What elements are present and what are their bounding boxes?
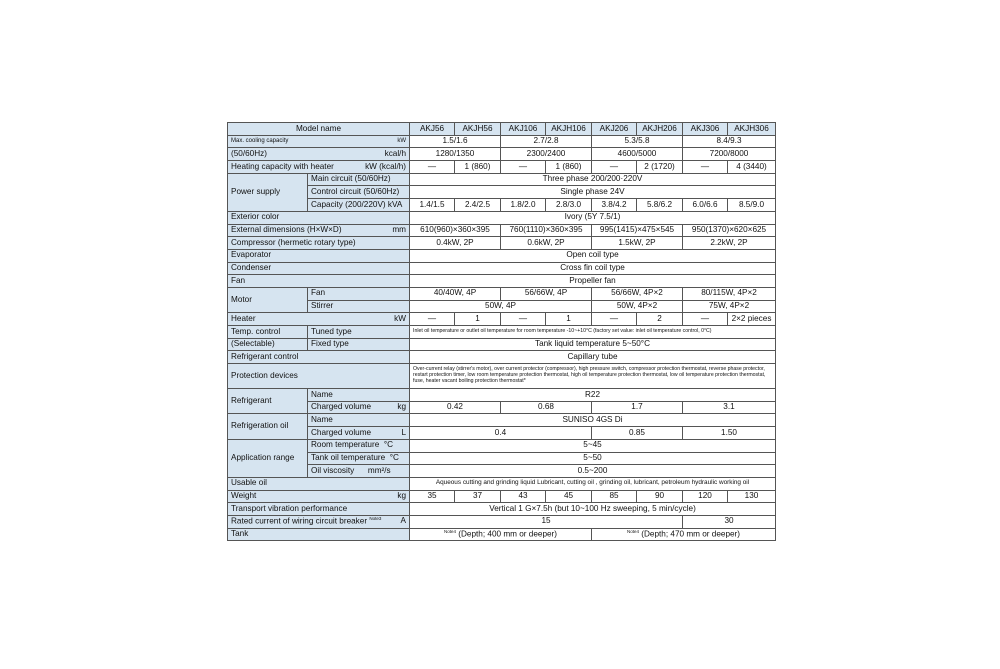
cell: 4 (3440) — [728, 161, 776, 174]
fan-label: Fan — [228, 275, 410, 288]
motor-fan-row — [228, 287, 776, 300]
cooling-kcal-row — [228, 148, 776, 161]
model-header: AKJH106 — [546, 123, 592, 136]
dimensions-row — [228, 224, 776, 237]
cell: 5.8/6.2 — [637, 199, 683, 212]
application-room-row — [228, 439, 776, 452]
control-circuit-label: Control circuit (50/60Hz) — [308, 186, 410, 199]
cell: Propeller fan — [410, 275, 776, 288]
power-capacity-row — [228, 199, 776, 212]
oil-viscosity-label: Oil viscosity mm²/s — [308, 465, 410, 478]
cell: $^{Note4}$ (Depth; 400 mm or deeper) — [410, 528, 592, 541]
main-circuit-label: Main circuit (50/60Hz) — [308, 173, 410, 186]
cell: Tank liquid temperature 5~50°C — [410, 338, 776, 351]
model-name-header: Model name — [228, 123, 410, 136]
oil-charged-label: Charged volume L — [308, 427, 410, 440]
motor-stirrer-label: Stirrer — [308, 300, 410, 313]
cell: 950(1370)×620×625 — [683, 224, 776, 237]
cell: 56/66W, 4P×2 — [592, 287, 683, 300]
cell: 3.8/4.2 — [592, 199, 637, 212]
cell: Aqueous cutting and grinding liquid Lubricant, cutting oil , grinding oil, lubricant, petroleum hydraulic working oil — [410, 477, 776, 490]
cell: 130 — [728, 490, 776, 503]
cell: 2 — [637, 313, 683, 326]
cell: 995(1415)×475×545 — [592, 224, 683, 237]
cell: 5~45 — [410, 439, 776, 452]
model-header: AKJ106 — [501, 123, 546, 136]
refrigerant-control-row — [228, 351, 776, 364]
tank-oil-temp-label: Tank oil temperature °C — [308, 452, 410, 465]
capacity-label: Capacity (200/220V) kVA — [308, 199, 410, 212]
oil-name-row — [228, 414, 776, 427]
cell: Open coil type — [410, 249, 776, 262]
cell: 2.2kW, 2P — [683, 237, 776, 250]
cell: 0.5~200 — [410, 465, 776, 478]
cell: 1280/1350 — [410, 148, 501, 161]
cell: 50W, 4P — [410, 300, 592, 313]
cell: 1.5kW, 2P — [592, 237, 683, 250]
cooling-label: Max. cooling capacity kW — [228, 135, 410, 148]
condenser-row — [228, 262, 776, 275]
cell: 1 (860) — [546, 161, 592, 174]
cell: 2.7/2.8 — [501, 135, 592, 148]
transport-row — [228, 503, 776, 516]
cell: 8.5/9.0 — [728, 199, 776, 212]
cell: 30 — [683, 515, 776, 528]
cell: Single phase 24V — [410, 186, 776, 199]
cell: 1 (860) — [455, 161, 501, 174]
fixed-type-label: Fixed type — [308, 338, 410, 351]
cell: 2.4/2.5 — [455, 199, 501, 212]
protection-row — [228, 364, 776, 389]
refrigerant-label: Refrigerant — [228, 389, 308, 414]
cell: 0.85 — [592, 427, 683, 440]
evaporator-row — [228, 249, 776, 262]
evaporator-label: Evaporator — [228, 249, 410, 262]
exterior-label: Exterior color — [228, 211, 410, 224]
cell: 0.68 — [501, 401, 592, 414]
cell: 37 — [455, 490, 501, 503]
protection-label: Protection devices — [228, 364, 410, 389]
cell: 15 — [410, 515, 683, 528]
refrigerant-charged-row — [228, 401, 776, 414]
compressor-row — [228, 237, 776, 250]
dimensions-label: External dimensions (H×W×D) mm — [228, 224, 410, 237]
cell: Three phase 200/200·220V — [410, 173, 776, 186]
specification-table — [227, 122, 776, 541]
condenser-label: Condenser — [228, 262, 410, 275]
fan-row — [228, 275, 776, 288]
oil-charged-row — [228, 427, 776, 440]
oil-name-label: Name — [308, 414, 410, 427]
cell: 1 — [455, 313, 501, 326]
usable-oil-row — [228, 477, 776, 490]
heating-label: Heating capacity with heater kW (kcal/h) — [228, 161, 410, 174]
header-row — [228, 123, 776, 136]
refrigerant-name-label: Name — [308, 389, 410, 402]
cell: — — [683, 161, 728, 174]
model-header: AKJH56 — [455, 123, 501, 136]
cell: 0.42 — [410, 401, 501, 414]
application-visc-row — [228, 465, 776, 478]
cell: 7200/8000 — [683, 148, 776, 161]
model-header: AKJ306 — [683, 123, 728, 136]
cell: Over-current relay (stirrer's motor), over current protector (compressor), high pressure switch, compressor protection thermostat, reverse phase protector, restart protection timer, low room temperature protection thermostat, high oil temperature protection thermostat, low oil temperature protection thermostat, fuse, heater vacant boiling protection thermostat* — [410, 364, 776, 389]
cell: 2.8/3.0 — [546, 199, 592, 212]
temp-fixed-row — [228, 338, 776, 351]
refrigerant-charged-label: Charged volume kg — [308, 401, 410, 414]
cell: 3.1 — [683, 401, 776, 414]
cell: — — [410, 161, 455, 174]
cell: — — [592, 161, 637, 174]
cell: — — [501, 313, 546, 326]
cell: 1.8/2.0 — [501, 199, 546, 212]
application-range-label: Application range — [228, 439, 308, 477]
tank-row — [228, 528, 776, 541]
cell: $^{Note4}$ (Depth; 470 mm or deeper) — [592, 528, 776, 541]
model-header: AKJ56 — [410, 123, 455, 136]
cell: 1.4/1.5 — [410, 199, 455, 212]
cell: 40/40W, 4P — [410, 287, 501, 300]
cell: 1 — [546, 313, 592, 326]
cell: 1.50 — [683, 427, 776, 440]
cooling-kw-row — [228, 135, 776, 148]
cell: 4600/5000 — [592, 148, 683, 161]
breaker-label: Rated current of wiring circuit breaker $^{Note3}$ A — [228, 515, 410, 528]
model-header: AKJ206 — [592, 123, 637, 136]
usable-oil-label: Usable oil — [228, 477, 410, 490]
power-supply-label: Power supply — [228, 173, 308, 211]
temp-control-label: Temp. control — [228, 326, 308, 339]
cooling-label-2: (50/60Hz) kcal/h — [228, 148, 410, 161]
cell: Inlet oil temperature or outlet oil temperature for room temperature -10~+10°C (factory set value: inlet oil temperature control, 0°C) — [410, 326, 776, 339]
application-tank-row — [228, 452, 776, 465]
refrigerant-name-row — [228, 389, 776, 402]
compressor-label: Compressor (hermetic rotary type) — [228, 237, 410, 250]
cell: Capillary tube — [410, 351, 776, 364]
model-header: AKJH206 — [637, 123, 683, 136]
cell: 2 (1720) — [637, 161, 683, 174]
cell: 56/66W, 4P — [501, 287, 592, 300]
cell: 0.6kW, 2P — [501, 237, 592, 250]
cell: 8.4/9.3 — [683, 135, 776, 148]
cell: 120 — [683, 490, 728, 503]
cell: 2×2 pieces — [728, 313, 776, 326]
cell: 35 — [410, 490, 455, 503]
cell: 1.5/1.6 — [410, 135, 501, 148]
cell: 50W, 4P×2 — [592, 300, 683, 313]
cell: — — [410, 313, 455, 326]
cell: 610(960)×360×395 — [410, 224, 501, 237]
motor-label: Motor — [228, 287, 308, 312]
refrigeration-oil-label: Refrigeration oil — [228, 414, 308, 439]
tank-label: Tank — [228, 528, 410, 541]
refrigerant-control-label: Refrigerant control — [228, 351, 410, 364]
cell: 80/115W, 4P×2 — [683, 287, 776, 300]
cell: — — [592, 313, 637, 326]
cell: Cross fin coil type — [410, 262, 776, 275]
room-temp-label: Room temperature °C — [308, 439, 410, 452]
cell: 6.0/6.6 — [683, 199, 728, 212]
exterior-row — [228, 211, 776, 224]
tuned-type-label: Tuned type — [308, 326, 410, 339]
cell: Vertical 1 G×7.5h (but 10~100 Hz sweeping, 5 min/cycle) — [410, 503, 776, 516]
cell: 2300/2400 — [501, 148, 592, 161]
model-header: AKJH306 — [728, 123, 776, 136]
temp-tuned-row — [228, 326, 776, 339]
heater-label: Heater kW — [228, 313, 410, 326]
power-control-row — [228, 186, 776, 199]
cell: 0.4kW, 2P — [410, 237, 501, 250]
cell: 5.3/5.8 — [592, 135, 683, 148]
heating-row — [228, 161, 776, 174]
cell: — — [683, 313, 728, 326]
cell: 760(1110)×360×395 — [501, 224, 592, 237]
cell: 45 — [546, 490, 592, 503]
breaker-row — [228, 515, 776, 528]
transport-label: Transport vibration performance — [228, 503, 410, 516]
cell: Ivory (5Y 7.5/1) — [410, 211, 776, 224]
cell: 1.7 — [592, 401, 683, 414]
cell: 0.4 — [410, 427, 592, 440]
temp-control-label-2: (Selectable) — [228, 338, 308, 351]
cell: R22 — [410, 389, 776, 402]
motor-stirrer-row — [228, 300, 776, 313]
power-main-row — [228, 173, 776, 186]
weight-row — [228, 490, 776, 503]
heater-row — [228, 313, 776, 326]
cell: 85 — [592, 490, 637, 503]
cell: 75W, 4P×2 — [683, 300, 776, 313]
weight-label: Weight kg — [228, 490, 410, 503]
cell: — — [501, 161, 546, 174]
cell: SUNISO 4GS Di — [410, 414, 776, 427]
cell: 90 — [637, 490, 683, 503]
cell: 43 — [501, 490, 546, 503]
cell: 5~50 — [410, 452, 776, 465]
motor-fan-label: Fan — [308, 287, 410, 300]
